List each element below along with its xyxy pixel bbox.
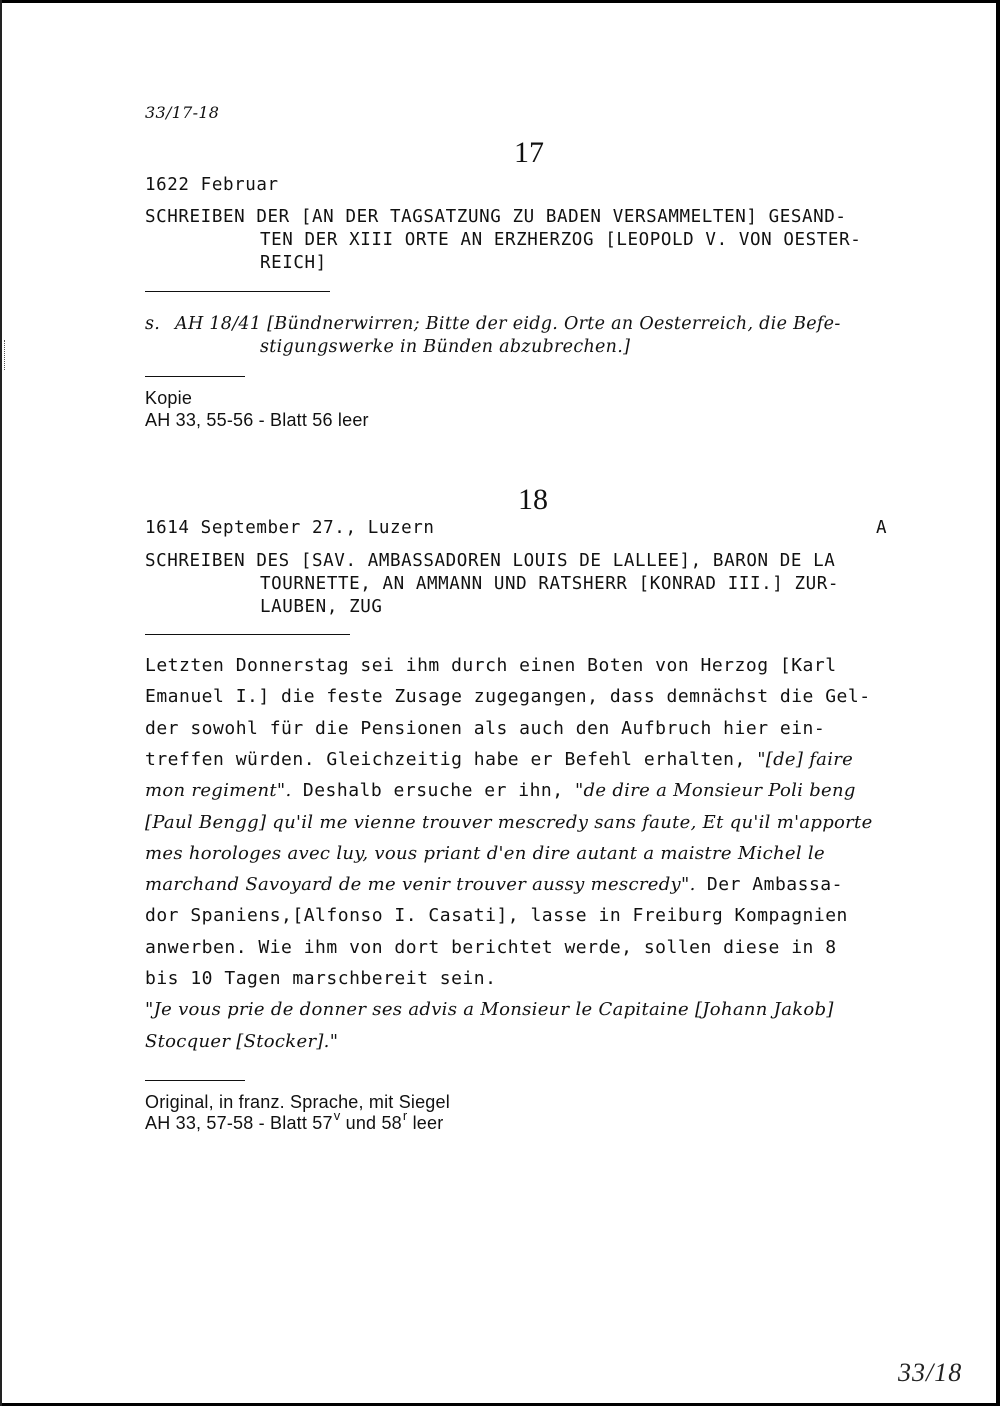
page-edge-top bbox=[0, 0, 1000, 3]
body-text-segment: treffen würden. Gleichzeitig habe er Befehl erhalten, bbox=[145, 749, 758, 770]
quoted-french-text: marchand Savoyard de me venir trouver aussy mescredy". bbox=[145, 874, 696, 895]
quoted-french-text: [Paul Bengg] qu'il me vienne trouver mescredy sans faute, Et qu'il m'apporte bbox=[145, 812, 873, 833]
body-line bbox=[145, 749, 853, 770]
body-text-segment: dor Spaniens,[Alfonso I. Casati], lasse in Freiburg Kompagnien bbox=[145, 905, 848, 926]
page-edge-right bbox=[996, 0, 1000, 1406]
quoted-french-text: mon regiment". bbox=[145, 780, 292, 801]
doc17-note-line: stigungswerke in Bünden abzubrechen.] bbox=[260, 337, 631, 357]
quoted-french-text: "Je vous prie de donner ses advis a Monsieur le Capitaine [Johann Jakob] bbox=[145, 999, 834, 1020]
doc17-title-line: REICH] bbox=[260, 253, 327, 273]
source-ref-text: AH 33, 57-58 - Blatt 57 bbox=[145, 1113, 333, 1133]
document-number-17: 17 bbox=[514, 136, 544, 169]
body-text-segment: Deshalb ersuche er ihn, bbox=[291, 780, 575, 801]
source-ref-text: leer bbox=[407, 1113, 444, 1133]
body-line bbox=[145, 780, 856, 801]
body-text-segment: Letzten Donnerstag sei ihm durch einen Boten von Herzog [Karl bbox=[145, 655, 837, 676]
doc17-source-ref: AH 33, 55-56 - Blatt 56 leer bbox=[145, 410, 369, 430]
doc18-title-line: SCHREIBEN DES [SAV. AMBASSADOREN LOUIS DE LALLEE], BARON DE LA bbox=[145, 551, 836, 571]
doc17-source-type: Kopie bbox=[145, 388, 193, 408]
quoted-french-text: mes horologes avec luy, vous priant d'en dire autant a maistre Michel le bbox=[145, 843, 825, 864]
body-line bbox=[145, 718, 825, 739]
doc18-date-place: 1614 September 27., Luzern bbox=[145, 518, 435, 538]
doc18-title-line: LAUBEN, ZUG bbox=[260, 597, 383, 617]
doc18-source-ref bbox=[145, 1108, 444, 1134]
doc18-source-line: Original, in franz. Sprache, mit Siegel bbox=[145, 1092, 450, 1112]
body-text-segment: der sowohl für die Pensionen als auch den Aufbruch hier ein- bbox=[145, 718, 826, 739]
body-line bbox=[145, 874, 843, 895]
reference-number: 33/17-18 bbox=[145, 103, 220, 122]
body-line bbox=[145, 812, 873, 833]
body-line bbox=[145, 905, 848, 926]
separator-rule bbox=[145, 634, 350, 635]
body-line bbox=[145, 999, 834, 1020]
source-ref-text: und 58 bbox=[340, 1113, 402, 1133]
quoted-french-text: Stocquer [Stocker]." bbox=[145, 1031, 339, 1052]
body-text-segment: bis 10 Tagen marschbereit sein. bbox=[145, 968, 497, 989]
body-text-segment: anwerben. Wie ihm von dort berichtet werde, sollen diese in 8 bbox=[145, 937, 837, 958]
separator-rule bbox=[145, 376, 245, 377]
body-text-segment: Der Ambassa- bbox=[695, 874, 843, 895]
body-line bbox=[145, 968, 496, 989]
archive-stamp: 33/18 bbox=[898, 1358, 963, 1387]
recto-superscript: r bbox=[402, 1108, 408, 1123]
scan-speck bbox=[4, 340, 8, 370]
body-text-segment: Emanuel I.] die feste Zusage zugegangen, dass demnächst die Gel- bbox=[145, 686, 871, 707]
document-number-18: 18 bbox=[518, 483, 548, 516]
body-line bbox=[145, 1031, 338, 1052]
doc18-title-line: TOURNETTE, AN AMMANN UND RATSHERR [KONRAD III.] ZUR- bbox=[260, 574, 840, 594]
body-line bbox=[145, 655, 837, 676]
doc17-note-prefix: s. bbox=[145, 314, 161, 334]
quoted-french-text: "de dire a Monsieur Poli beng bbox=[574, 780, 856, 801]
doc18-marker: A bbox=[876, 518, 888, 538]
separator-rule bbox=[145, 291, 330, 292]
body-line bbox=[145, 937, 837, 958]
doc17-note-line: AH 18/41 [Bündnerwirren; Bitte der eidg. Orte an Oesterreich, die Befe- bbox=[175, 314, 841, 334]
body-line bbox=[145, 843, 825, 864]
separator-rule bbox=[145, 1080, 245, 1081]
verso-superscript: v bbox=[333, 1108, 341, 1123]
doc17-title-line: TEN DER XIII ORTE AN ERZHERZOG [LEOPOLD V. VON OESTER- bbox=[260, 230, 862, 250]
doc17-title-line: SCHREIBEN DER [AN DER TAGSATZUNG ZU BADEN VERSAMMELTEN] GESAND- bbox=[145, 207, 847, 227]
doc17-date: 1622 Februar bbox=[145, 175, 279, 195]
body-line bbox=[145, 686, 871, 707]
page-edge-left bbox=[0, 0, 2, 1406]
quoted-french-text: "[de] faire bbox=[757, 749, 854, 770]
